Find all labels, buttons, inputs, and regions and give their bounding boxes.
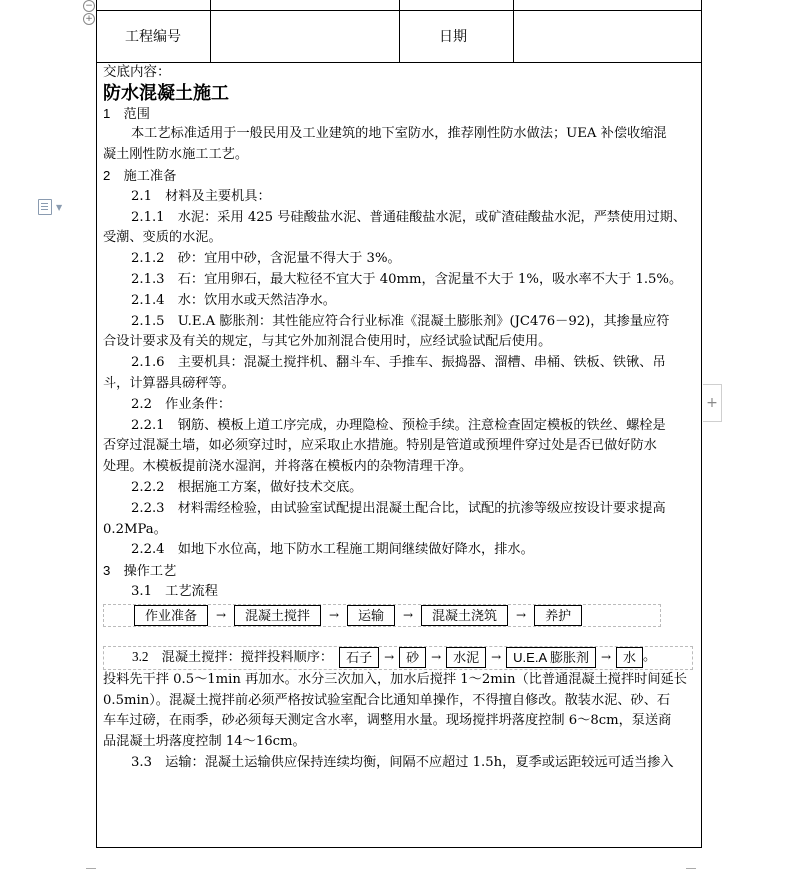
chevron-down-icon[interactable]: ▼ xyxy=(56,203,63,212)
flow-step: 混凝土搅拌 xyxy=(234,605,321,626)
arrow-right-icon: → xyxy=(491,650,502,665)
intro-label: 交底内容： xyxy=(103,64,171,79)
process-flow-diagram xyxy=(103,604,661,627)
flow-step: 砂 xyxy=(399,647,426,668)
arrow-right-icon: → xyxy=(329,607,340,622)
handover-content[interactable] xyxy=(103,62,697,774)
paragraph-line: 斗，计算器具磅秤等。 xyxy=(103,375,235,391)
mixing-order-label: 3.2 混凝土搅拌：搅拌投料顺序： xyxy=(132,649,334,665)
paragraph-line: 2.1.6 主要机具：混凝土搅拌机、翻斗车、手推车、振捣器、溜槽、串桶、铁板、铁锹、吊 xyxy=(131,355,666,371)
document-icon[interactable] xyxy=(38,199,52,215)
paragraph-line: 2.1.4 水：饮用水或天然洁净水。 xyxy=(131,292,336,308)
paragraph-line: 2.2.3 材料需经检验，由试验室试配提出混凝土配合比，试配的抗渗等级应按设计要求提高 xyxy=(131,500,666,516)
paragraph-line: 3.3 运输：混凝土运输供应保持连续均衡，间隔不应超过 1.5h，夏季或运距较远可适当掺入 xyxy=(131,754,674,770)
paragraph-line: 2.1.5 U.E.A 膨胀剂：其性能应符合行业标准《混凝土膨胀剂》(JC476－92)，其掺量应符 xyxy=(131,313,670,329)
section-heading: 3 操作工艺 xyxy=(103,563,177,579)
paragraph-line: 2.1.3 石：宜用卵石，最大粒径不宜大于 40mm，含泥量不大于 1%，吸水率不大于 1.5%。 xyxy=(131,271,683,287)
paragraph-line: 受潮、变质的水泥。 xyxy=(103,230,222,246)
paragraph-line: 投料先干拌 0.5～1min 再加水。水分三次加入，加水后搅拌 1～2min（比普通混凝土搅拌时间延长 xyxy=(103,671,687,687)
paragraph-line: 3.1 工艺流程 xyxy=(131,583,218,599)
flow-step: 养护 xyxy=(534,605,582,626)
add-table-row-button[interactable] xyxy=(703,384,722,422)
page-title: 防水混凝土施工 xyxy=(103,82,229,103)
collapse-expand-control[interactable] xyxy=(83,0,96,22)
date-label: 日期 xyxy=(439,29,467,45)
arrow-right-icon: → xyxy=(600,650,612,665)
flow-step: 运输 xyxy=(347,605,395,626)
paragraph-line: 0.5min）。混凝土搅拌前必须严格按试验室配合比通知单操作，不得擅自修改。散装水泥、砂、石 xyxy=(103,692,671,708)
paragraph-line: 2.1 材料及主要机具： xyxy=(131,188,271,204)
paragraph-line: 处理。木模板提前浇水湿润，并将落在模板内的杂物清理干净。 xyxy=(103,459,473,475)
arrow-right-icon: → xyxy=(384,650,395,665)
paragraph-line: 合设计要求及有关的规定，与其它外加剂混合使用时，应经试验试配后使用。 xyxy=(103,334,552,350)
plus-circle-icon[interactable]: + xyxy=(83,13,95,25)
table-header-row xyxy=(97,10,701,63)
flow-step: 作业准备 xyxy=(134,605,208,626)
paragraph-line: 车车过磅，在雨季，砂必须每天测定含水率，调整用水量。现场搅拌坍落度控制 6～8cm，泵送商 xyxy=(103,713,672,729)
project-no-label: 工程编号 xyxy=(125,29,181,45)
paragraph-line: 2.2 作业条件： xyxy=(131,396,232,412)
flow-step: 水泥 xyxy=(446,647,486,668)
flow-step: U.E.A 膨胀剂 xyxy=(506,647,596,668)
paragraph-line: 0.2MPa。 xyxy=(103,521,167,537)
arrow-right-icon: → xyxy=(215,607,227,622)
paragraph-line: 否穿过混凝土墙，如必须穿过时，应采取止水措施。特别是管道或预埋件穿过处是否已做好防水 xyxy=(103,438,657,454)
flow-step: 水 xyxy=(616,647,643,668)
flow-step: 混凝土浇筑 xyxy=(421,605,508,626)
handover-table xyxy=(96,0,702,848)
paragraph-line: 本工艺标准适用于一般民用及工业建筑的地下室防水，推荐刚性防水做法；UEA 补偿收缩混 xyxy=(131,126,667,142)
mixing-order-diagram xyxy=(103,646,693,670)
paragraph-line: 2.2.1 钢筋、模板上道工序完成，办理隐检、预检手续。注意检查固定模板的铁丝、螺栓是 xyxy=(131,417,666,433)
paragraph-line: 2.2.4 如地下水位高，地下防水工程施工期间继续做好降水，排水。 xyxy=(131,542,534,558)
paragraph-line: 凝土刚性防水施工工艺。 xyxy=(103,147,249,163)
arrow-right-icon: → xyxy=(403,607,414,622)
flow-end-punctuation: 。 xyxy=(643,649,657,665)
minus-icon[interactable]: − xyxy=(83,0,95,12)
paragraph-line: 2.1.2 砂：宜用中砂，含泥量不得大于 3%。 xyxy=(131,251,401,267)
paragraph-line: 2.1.1 水泥：采用 425 号硅酸盐水泥、普通硅酸盐水泥，或矿渣硅酸盐水泥，严禁使用过期、 xyxy=(131,209,687,225)
flow-step: 石子 xyxy=(339,647,379,668)
section-heading: 2 施工准备 xyxy=(103,167,177,183)
arrow-right-icon: → xyxy=(431,650,442,665)
plus-icon: + xyxy=(706,395,718,411)
paragraph-line: 2.2.2 根据施工方案，做好技术交底。 xyxy=(131,479,363,495)
paragraph-line: 品混凝土坍落度控制 14～16cm。 xyxy=(103,734,306,750)
section-heading: 1 范围 xyxy=(103,105,150,121)
arrow-right-icon: → xyxy=(516,607,527,622)
